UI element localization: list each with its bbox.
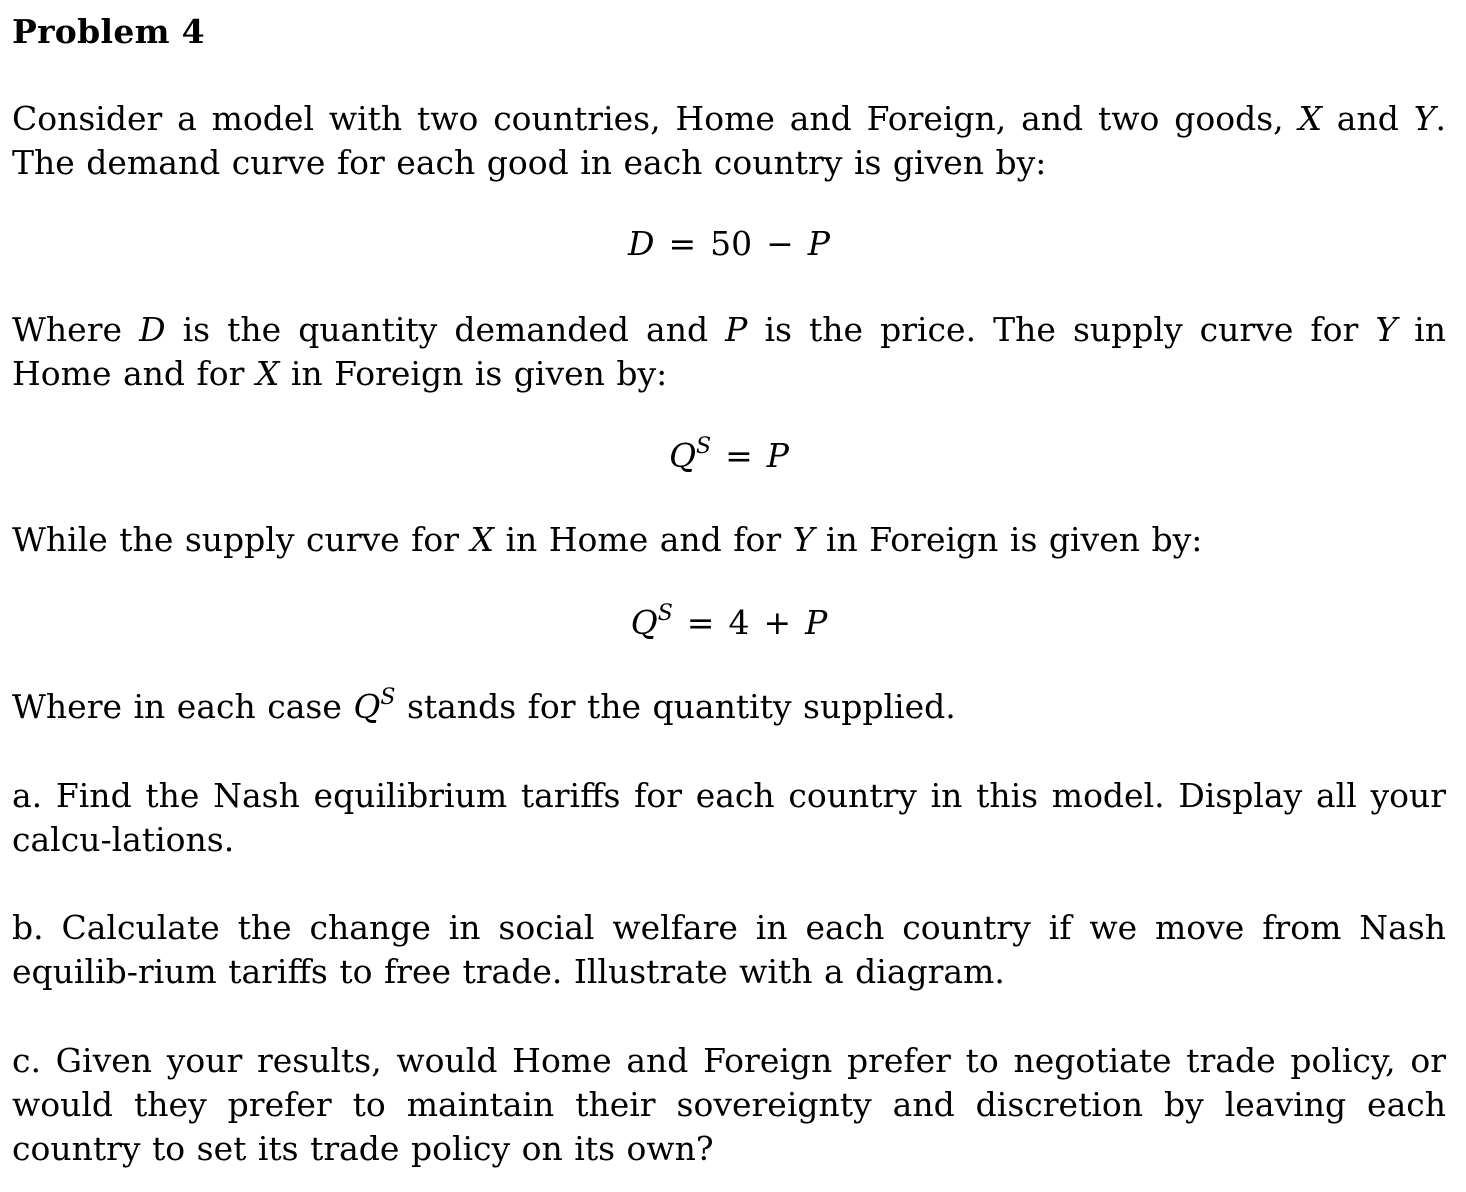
note-t1: Where in each case (12, 687, 354, 726)
supply-intro-t3: is the price. The supply curve for (747, 310, 1376, 349)
intro-paragraph (12, 97, 1446, 185)
supply-intro-p: P (725, 310, 748, 349)
supply1-q: Q (668, 436, 697, 475)
supply2-s: S (657, 601, 673, 626)
question-c: c. Given your results, would Home and Foreign prefer to negotiate trade policy, or would they prefer to maintain their sovereignty and discretion by leaving each country to set its trade policy on its own? (12, 1041, 1446, 1168)
supply1-rhs: P (766, 436, 789, 475)
note-s: S (380, 685, 396, 710)
supply-intro-d: D (139, 310, 166, 349)
problem-title: Problem 4 (12, 12, 205, 51)
supply1-eq-sign: = (725, 436, 753, 475)
supply-equation-1 (12, 434, 1446, 478)
supply2-rhs: P (805, 603, 828, 642)
intro-and: and (1321, 99, 1414, 138)
supply-equation-2 (12, 601, 1446, 645)
intro-text-1: Consider a model with two countries, Home and Foreign, and two goods, (12, 99, 1299, 138)
question-b: b. Calculate the change in social welfare in each country if we move from Nash equilib-rium tariffs to free trade. Illustrate with a diagram. (12, 908, 1446, 991)
supply-intro-2-paragraph (12, 518, 1446, 562)
supply-intro-paragraph (12, 308, 1446, 396)
demand-equation (12, 222, 1446, 266)
demand-eq-sign: = (668, 224, 697, 263)
var-y: Y (1413, 99, 1436, 138)
supply2-q: Q (630, 603, 658, 642)
note-q: Q (353, 687, 381, 726)
demand-minus: − (766, 224, 794, 263)
question-a: a. Find the Nash equilibrium tariffs for each country in this model. Display all your calcu-lations. (12, 776, 1446, 859)
demand-rhs: P (807, 224, 830, 263)
supply-intro2-t1: While the supply curve for (12, 520, 471, 559)
supply2-const: 4 (728, 603, 750, 642)
supply-intro-y: Y (1375, 310, 1398, 349)
supply-intro2-t3: in Foreign is given by: (814, 520, 1203, 559)
supply2-plus: + (763, 603, 792, 642)
supply-intro2-t2: in Home and for (493, 520, 793, 559)
supply-intro2-x: X (470, 520, 494, 559)
supply-intro-t5: in Foreign is given by: (279, 354, 668, 393)
var-x: X (1298, 99, 1322, 138)
supply-intro-t4: in Home and for (12, 310, 1446, 393)
demand-lhs: D (628, 224, 655, 263)
intro-text-2: . The demand curve for each good in each country is given by: (12, 99, 1446, 182)
supply-intro-t2: is the quantity demanded and (165, 310, 726, 349)
supply1-s: S (696, 434, 712, 459)
note-paragraph (12, 685, 1446, 729)
supply-intro2-y: Y (792, 520, 815, 559)
supply2-eq-sign: = (686, 603, 715, 642)
note-t2: stands for the quantity supplied. (395, 687, 956, 726)
supply-intro-x: X (255, 354, 280, 393)
supply-intro-t1: Where (12, 310, 140, 349)
demand-const: 50 (710, 224, 753, 263)
